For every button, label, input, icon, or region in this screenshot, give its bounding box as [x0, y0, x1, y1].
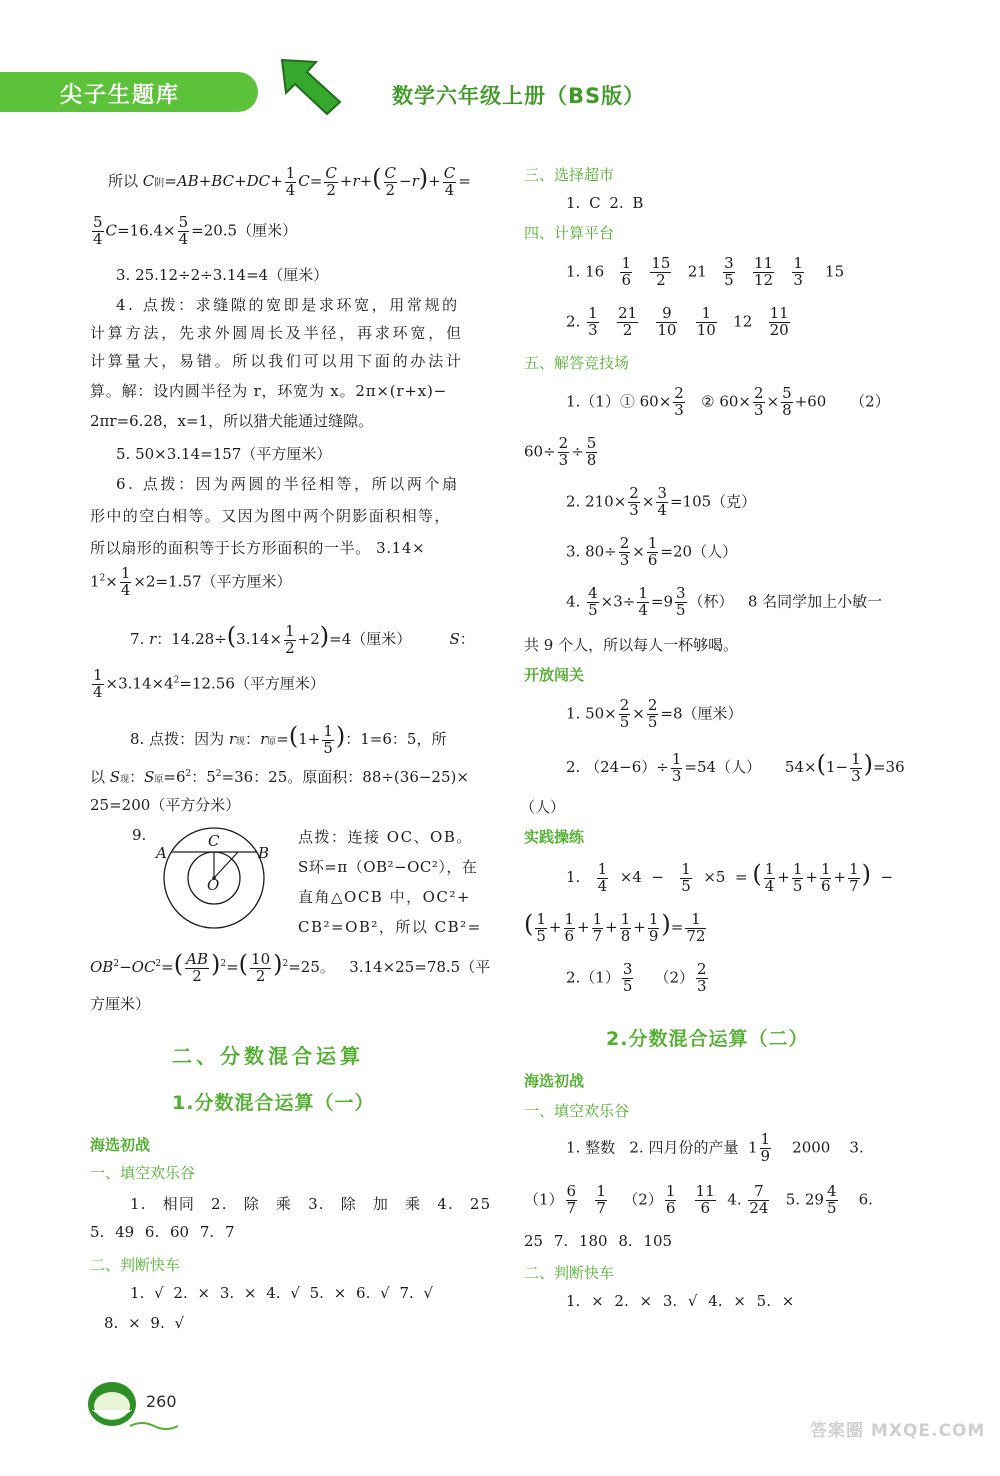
tiankong-line2: 5. 49 6. 60 7. 7: [90, 1223, 235, 1241]
tiankong2-line1: 1. 整数 2. 四月份的产量 1 $\frac{1}{9}$ 2000 3.: [566, 1130, 864, 1165]
watermark: 答案圈 MXQE.COM: [810, 1421, 986, 1441]
answer-9-line1: 点拨：连接 OC、OB。: [298, 828, 473, 846]
kaifang-3: （人）: [520, 798, 566, 816]
section-haixuan2: 海选初战: [524, 1072, 585, 1090]
jieda-1-line2: 60÷ $\frac{2}{3}$ ÷ $\frac{5}{8}$: [524, 434, 597, 469]
section-kaifang: 开放闯关: [524, 666, 585, 684]
jisuan-line2: 2. $\frac{1}{3}$ $\frac{21}{2}$ $\frac{9}{10}$ $\frac{1}{10}$ 12 $\frac{11}{20}$: [566, 304, 789, 339]
answer-4-line5: 2πr=6.28，x=1，所以猎犬能通过缝隙。: [90, 412, 374, 430]
section-jisuan: 四、计算平台: [524, 224, 615, 242]
section-haixuan: 海选初战: [90, 1136, 151, 1154]
answer-9-line5: $OB^2-OC^2=$( $\frac{AB}{2}$ )$^2$=( $\frac{10}{2}$ )$^2$=25。 3.14×25=78.5（平: [90, 949, 491, 985]
eq-result: $\frac{5}{4}$ C=16.4× $\frac{5}{4}$ =20.5（厘米）: [93, 213, 298, 248]
header-brand: 尖子生题库: [60, 83, 181, 108]
kaifang-2: 2. （24−6）÷ $\frac{1}{3}$ =54（人） 54×(1− $\frac{1}{3}$ )=36: [566, 749, 905, 785]
panduan2-line1: 1. × 2. × 3. √ 4. × 5. ×: [566, 1292, 795, 1310]
chapter-title: 二、分数混合运算: [172, 1044, 364, 1068]
answer-7b: $\frac{1}{4}$ $\times 3.14\times 4^2=12.56$（平方厘米）: [93, 666, 325, 701]
fig-label-b: B: [258, 844, 270, 862]
section-tiankong: 一、填空欢乐谷: [90, 1164, 196, 1182]
answer-8-line3: 25=200（平方分米）: [90, 796, 241, 814]
answer-4-line1: 4. 点拨：求缝隙的宽即是求环宽，用常规的: [116, 296, 460, 314]
tiankong-line1: 1. 相同 2. 除 乘 3. 除 加 乘 4. 25: [130, 1195, 492, 1213]
panduan-line2: 8. × 9. √: [104, 1314, 185, 1332]
book-title: 数学六年级上册（BS版）: [392, 84, 646, 108]
page-number: 260: [146, 1392, 177, 1411]
answer-9-line3: 直角△OCB 中，OC²+: [298, 888, 471, 906]
tiankong2-line2: （1） $\frac{6}{7}$ $\frac{1}{7}$ （2） $\frac{1}{6}$ $\frac{11}{6}$ 4. $\frac{7}{24}$ 5. 29 $\frac{4}{5}$ 6.: [524, 1182, 873, 1217]
panduan-line1: 1. √ 2. × 3. × 4. √ 5. × 6. √ 7. √: [130, 1284, 434, 1302]
eq-perimeter: 所以 C阴=AB+BC+DC+ $\frac{1}{4}$ C= $\frac{C}{2}$ +r+( $\frac{C}{2}$ −r)+ $\frac{C}{4}$ =: [108, 163, 471, 199]
jieda-4-line1: 4. $\frac{4}{5}$ ×3÷ $\frac{1}{4}$ =9 $\frac{3}{5}$ （杯） 8 名同学加上小敏一: [566, 584, 883, 619]
arrow-icon: [276, 56, 346, 118]
section-panduan2: 二、判断快车: [524, 1264, 615, 1282]
answer-8-line2: 以 S现：S原$=6^2$：$5^2=36$：25。原面积：88÷(36−25)×: [90, 768, 469, 786]
shijian-2: 2.（1） $\frac{3}{5}$ （2） $\frac{2}{3}$: [566, 960, 707, 995]
answer-7: 7. r：14.28÷(3.14× $\frac{1}{2}$ +2)=4（厘米） S：: [130, 621, 475, 657]
shijian-1-line1: 1. $\frac{1}{4}$ ×4 − $\frac{1}{5}$ ×5 = ( $\frac{1}{4}$ + $\frac{1}{5}$ + $\frac{1}{6}$ + $\frac{1}{7}$ ) −: [566, 859, 894, 895]
tiankong2-line3: 25 7. 180 8. 105: [524, 1232, 673, 1250]
lesson1-title: 1.分数混合运算（一）: [172, 1092, 375, 1114]
section-shijian: 实践操练: [524, 828, 585, 846]
section-jieda: 五、解答竞技场: [524, 354, 630, 372]
jieda-2: 2. 210× $\frac{2}{3}$ × $\frac{3}{4}$ =105（克）: [566, 484, 757, 519]
jisuan-line1: 1. 16 $\frac{1}{6}$ $\frac{15}{2}$ 21 $\frac{3}{5}$ $\frac{11}{12}$ $\frac{1}{3}$ 15: [566, 254, 845, 289]
answer-6-line4: $1^2\times$ $\frac{1}{4}$ ×2=1.57（平方厘米）: [90, 564, 292, 599]
lesson2-title: 2.分数混合运算（二）: [606, 1028, 809, 1050]
answer-9-number: 9.: [132, 826, 147, 844]
answer-6-line3: 所以扇形的面积等于长方形面积的一半。 3.14×: [90, 539, 426, 557]
jieda-4-line2: 共 9 个人，所以每人一杯够喝。: [524, 636, 739, 654]
kaifang-1: 1. 50× $\frac{2}{5}$ × $\frac{2}{5}$ =8（厘米）: [566, 696, 743, 731]
xuanze-answers: 1. C 2. B: [566, 194, 644, 212]
fig-label-a: A: [156, 844, 167, 862]
answer-4-line3: 计算量大，易错。所以我们可以用下面的办法计: [90, 352, 464, 370]
jieda-1-line1: 1.（1）① 60× $\frac{2}{3}$ ② 60× $\frac{2}{3}$ × $\frac{5}{8}$ +60 （2）: [566, 384, 890, 419]
answer-8-line1: 8. 点拨：因为 r现：r原=(1+ $\frac{1}{5}$ )：1=6：5，所: [130, 721, 447, 757]
answer-4-line2: 计算方法，先求外圆周长及半径，再求环宽，但: [90, 324, 464, 342]
answer-4-line4: 算。解：设内圆半径为 r，环宽为 x。2π×(r+x)−: [90, 382, 448, 400]
answer-9-line4: CB²=OB²，所以 CB²=: [298, 918, 482, 936]
shijian-1-line2: ( $\frac{1}{5}$ + $\frac{1}{6}$ + $\frac{1}{7}$ + $\frac{1}{8}$ + $\frac{1}{9}$ )= $\frac{1}{72}$: [524, 909, 706, 945]
fig-label-o: O: [207, 876, 220, 894]
section-tiankong2: 一、填空欢乐谷: [524, 1102, 630, 1120]
fig-label-c: C: [208, 832, 220, 850]
answer-5: 5. 50×3.14=157（平方厘米）: [116, 445, 332, 463]
section-panduan: 二、判断快车: [90, 1256, 181, 1274]
answer-9-line2: S环=π（OB²−OC²），在: [298, 858, 478, 876]
answer-6-line1: 6. 点拨：因为两圆的半径相等，所以两个扇: [116, 475, 460, 493]
section-xuanze: 三、选择超市: [524, 166, 615, 184]
answer-6-line2: 形中的空白相等。又因为图中两个阴影面积相等，: [90, 507, 451, 525]
jieda-3: 3. 80÷ $\frac{2}{3}$ × $\frac{1}{6}$ =20（人）: [566, 534, 738, 569]
answer-9-line6: 方厘米）: [90, 995, 151, 1013]
answer-3: 3. 25.12÷2÷3.14=4（厘米）: [116, 266, 329, 284]
